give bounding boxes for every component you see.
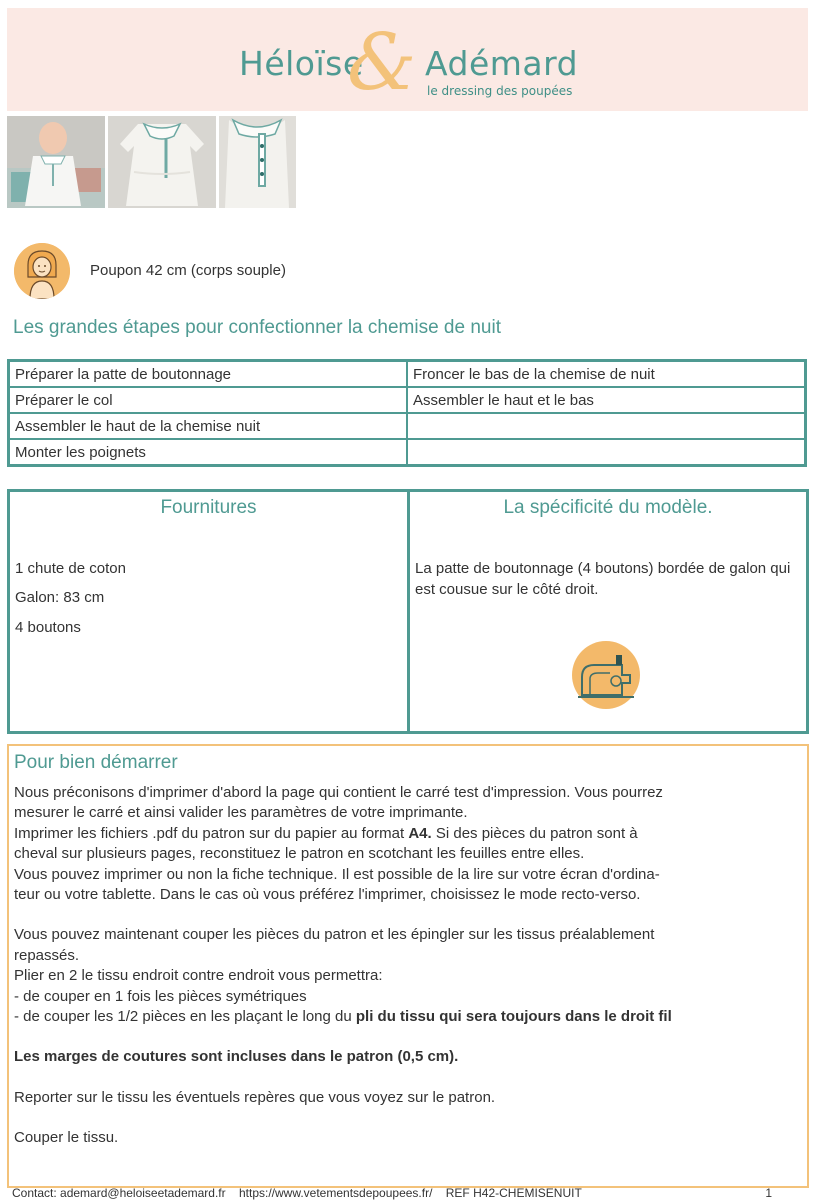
table-cell: Monter les poignets — [9, 439, 408, 466]
header-banner — [7, 8, 808, 111]
getting-started-title: Pour bien démarrer — [14, 752, 178, 773]
brand-ampersand: & — [347, 18, 417, 108]
supply-item: 4 boutons — [15, 619, 81, 636]
footer-url[interactable]: https://www.vetementsdepoupees.fr/ — [238, 1186, 433, 1200]
text-line: cheval sur plusieurs pages, reconstituez le patron en scotchant les feuilles entre elles. — [14, 845, 585, 863]
sewing-machine-icon — [570, 639, 642, 711]
photo-doll-wearing-nightgown — [7, 116, 105, 208]
getting-started-box — [7, 744, 809, 1188]
specificity-column — [410, 492, 806, 731]
text-line: Nous préconisons d'imprimer d'abord la page qui contient le carré test d'impression. Vous pourrez — [14, 784, 663, 801]
brand-name-right: Adémard — [425, 44, 579, 83]
table-cell: Assembler le haut et le bas — [407, 387, 806, 413]
text-line: Reporter sur le tissu les éventuels repères que vous voyez sur le patron. — [14, 1088, 496, 1106]
table-row — [9, 439, 806, 466]
getting-started-body — [14, 783, 799, 1149]
text-line: Plier en 2 le tissu endroit contre endroit vous permettra: — [14, 967, 383, 985]
text-line: repassés. — [14, 946, 80, 964]
text-line: teur ou votre tablette. Dans le cas où vous préférez l'imprimer, choisissez le mode recto-verso. — [14, 886, 641, 904]
text-line: Vous pouvez imprimer ou non la fiche technique. Il est possible de la lire sur votre écran d'ordina- — [14, 865, 660, 883]
footer — [12, 1186, 802, 1200]
supply-item: Galon: 83 cm — [15, 589, 105, 606]
table-cell: Préparer le col — [9, 387, 408, 413]
specificity-text: La patte de boutonnage (4 boutons) bordée de galon qui est cousue sur le côté droit. — [415, 560, 791, 598]
table-cell — [407, 413, 806, 439]
photo-nightgown-front — [108, 116, 216, 208]
brand-logo — [239, 18, 579, 108]
steps-table — [7, 359, 807, 467]
doll-icon — [14, 243, 70, 299]
text-line — [14, 1047, 799, 1067]
text-line: - de couper en 1 fois les pièces symétriques — [14, 987, 307, 1005]
table-row — [9, 413, 806, 439]
brand-name-left: Héloïse — [239, 44, 364, 83]
text-span: Si des pièces du patron sont à — [431, 824, 638, 842]
text-line — [14, 1007, 799, 1027]
supply-item: 1 chute de coton — [15, 560, 126, 577]
table-row — [9, 361, 806, 388]
text-line — [14, 824, 799, 844]
page-number: 1 — [765, 1186, 772, 1200]
text-line: mesurer le carré et ainsi valider les paramètres de votre imprimante. — [14, 804, 468, 822]
table-cell: Assembler le haut de la chemise nuit — [9, 413, 408, 439]
footer-contact[interactable]: Contact: ademard@heloiseetademard.fr — [12, 1186, 226, 1200]
table-row — [9, 387, 806, 413]
text-line: Couper le tissu. — [14, 1129, 119, 1147]
steps-title: Les grandes étapes pour confectionner la chemise de nuit — [13, 317, 501, 338]
paper-format: A4. — [408, 824, 432, 842]
table-cell: Préparer la patte de boutonnage — [9, 361, 408, 388]
supplies-box — [7, 489, 809, 734]
text-span: Imprimer les fichiers .pdf du patron sur du papier au format — [14, 824, 409, 842]
table-cell: Froncer le bas de la chemise de nuit — [407, 361, 806, 388]
seam-allowance-note: Les marges de coutures sont incluses dans le patron (0,5 cm). — [14, 1048, 459, 1066]
table-cell — [407, 439, 806, 466]
text-line: Vous pouvez maintenant couper les pièces du patron et les épingler sur les tissus préalablement — [14, 926, 655, 944]
brand-tagline: le dressing des poupées — [427, 84, 573, 98]
photo-nightgown-detail — [219, 116, 296, 208]
grain-note: pli du tissu qui sera toujours dans le droit fil — [355, 1008, 672, 1026]
specificity-title: La spécificité du modèle. — [503, 497, 713, 518]
supplies-column — [10, 492, 410, 731]
footer-ref: REF H42-CHEMISENUIT — [445, 1186, 582, 1200]
supplies-title: Fournitures — [160, 497, 257, 518]
text-span: - de couper les 1/2 pièces en les plaçant le long du — [14, 1008, 356, 1026]
doll-size-label: Poupon 42 cm (corps souple) — [90, 262, 286, 279]
